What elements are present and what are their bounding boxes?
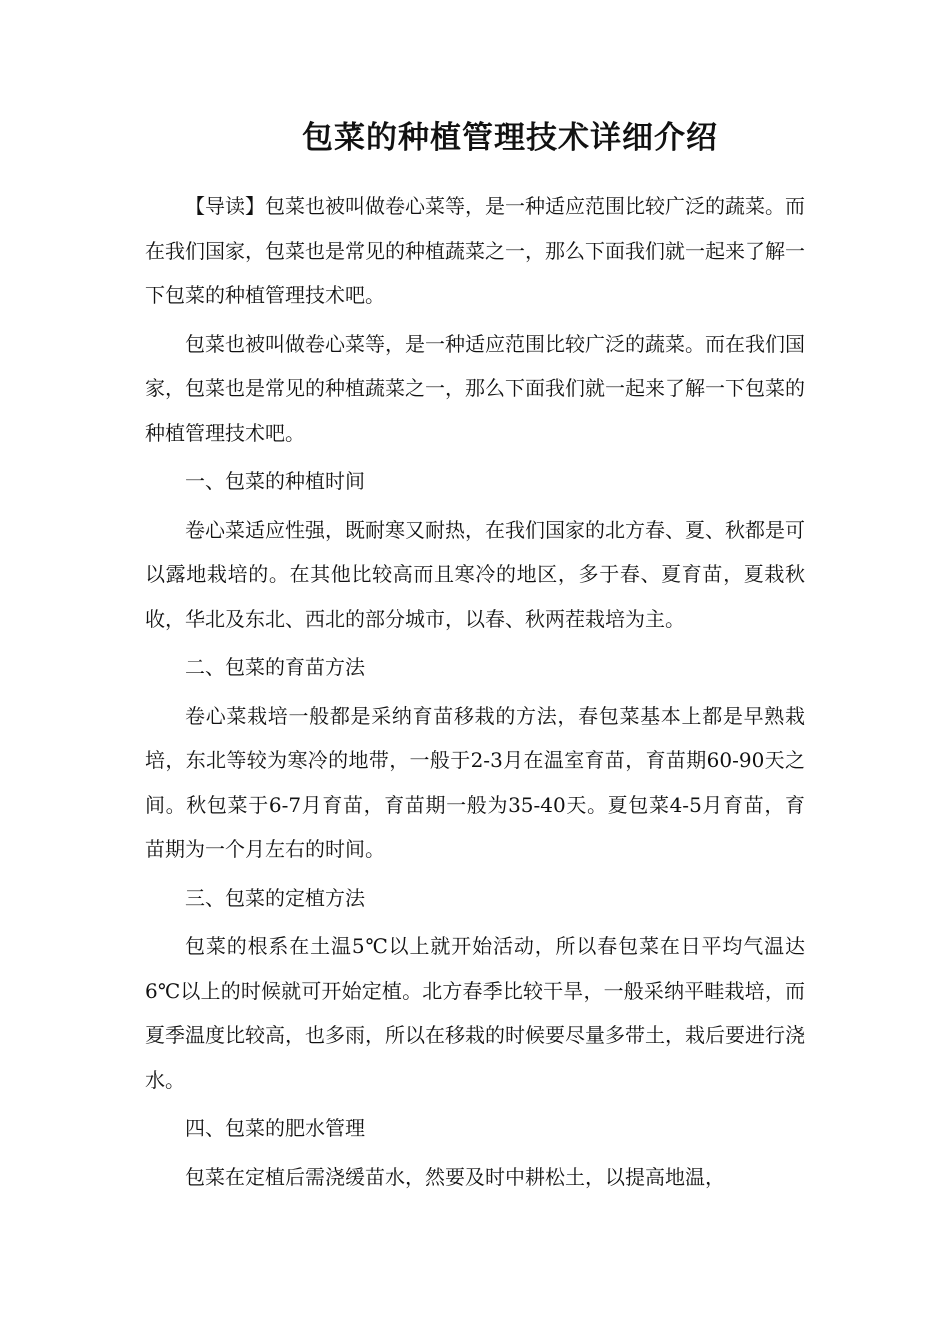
document-page [145,110,805,1203]
section-heading-fertilizer-water: 四、包菜的肥水管理 [185,1116,365,1140]
document-title: 包菜的种植管理技术详细介绍 [302,120,718,156]
body-paragraph: 包菜也被叫做卷心菜等，是一种适应范围比较广泛的蔬菜。而在我们国家，包菜也是常见的种植蔬菜之一，那么下面我们就一起来了解一下包菜的种植管理技术吧。 [145,331,805,445]
section-heading-planting-time: 一、包菜的种植时间 [185,469,365,493]
section-heading-transplant-method: 三、包菜的定植方法 [185,885,365,910]
intro-paragraph: 【导读】包菜也被叫做卷心菜等，是一种适应范围比较广泛的蔬菜。而在我们国家，包菜也是常见的种植蔬菜之一，那么下面我们就一起来了解一下包菜的种植管理技术吧。 [145,194,805,307]
body-paragraph: 卷心菜栽培一般都是采纳育苗移栽的方法，春包菜基本上都是早熟栽培，东北等较为寒冷的地带，一般于2-3月在温室育苗，育苗期60-90天之间。秋包菜于6-7月育苗，育苗期一般为35-40天。夏包菜4-5月育苗，育苗期为一个月左右的时间。 [145,703,805,861]
body-paragraph: 包菜在定植后需浇缓苗水，然要及时中耕松土，以提高地温， [185,1164,725,1189]
body-paragraph: 包菜的根系在土温5℃以上就开始活动，所以春包菜在日平均气温达6℃以上的时候就可开始定植。北方春季比较干旱，一般采纳平畦栽培，而夏季温度比较高，也多雨，所以在移栽的时候要尽量多带土，栽后要进行浇水。 [145,934,805,1092]
body-paragraph: 卷心菜适应性强，既耐寒又耐热，在我们国家的北方春、夏、秋都是可以露地栽培的。在其他比较高而且寒冷的地区，多于春、夏育苗，夏栽秋收，华北及东北、西北的部分城市，以春、秋两茬栽培为主。 [145,517,805,631]
section-heading-seedling-method: 二、包菜的育苗方法 [185,655,365,679]
